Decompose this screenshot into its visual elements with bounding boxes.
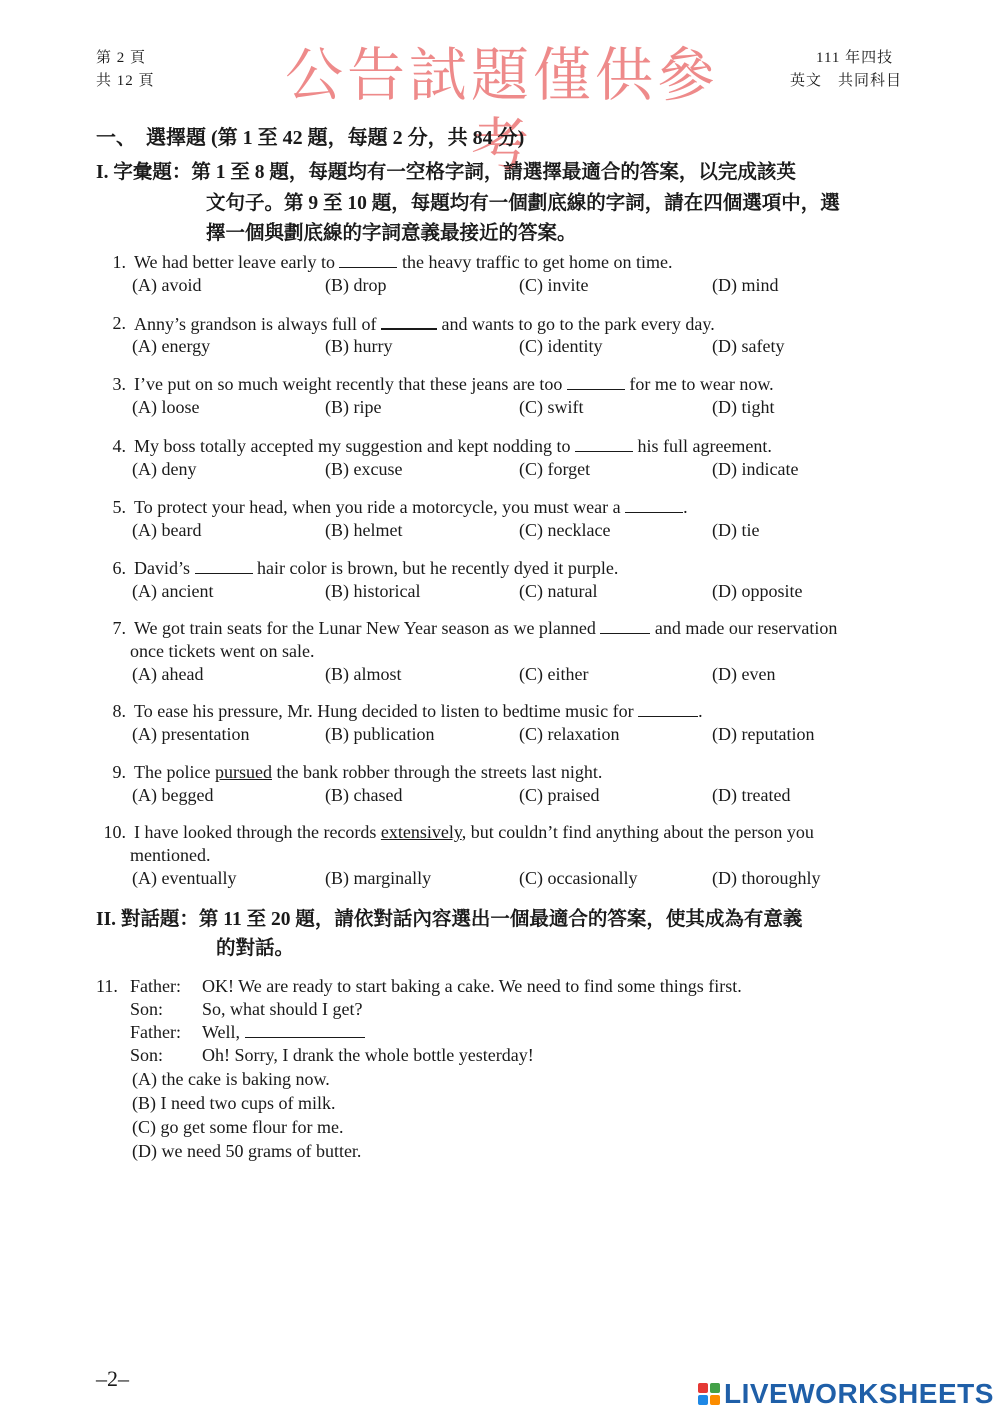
option-b[interactable]: (B) hurry	[325, 336, 393, 356]
dialogue-line: OK! We are ready to start baking a cake. We need to find some things first.	[202, 976, 742, 996]
option-a[interactable]: (A) ancient	[132, 581, 214, 601]
answer-blank	[381, 312, 437, 330]
total-pages: 共 12 頁	[96, 73, 155, 89]
reference-stamp: 公告試題僅供參考	[284, 41, 719, 179]
option-b[interactable]: (B) publication	[325, 724, 435, 744]
option-d[interactable]: (D) thoroughly	[712, 868, 821, 888]
option-c[interactable]: (C) swift	[519, 397, 584, 417]
option-c[interactable]: (C) relaxation	[519, 724, 620, 744]
part2-instructions-line2: 的對話。	[216, 938, 295, 959]
question-5: 5. To protect your head, when you ride a motorcycle, you must wear a . (A) beard (B) helmet (C) necklace (D) tie	[96, 496, 916, 546]
option-d[interactable]: (D) indicate	[712, 459, 799, 479]
option-c[interactable]: (C) invite	[519, 275, 589, 295]
answer-blank	[575, 435, 633, 452]
option-b[interactable]: (B) drop	[325, 275, 387, 295]
speaker-father: Father:	[130, 1022, 181, 1042]
option-a[interactable]: (A) deny	[132, 459, 197, 479]
answer-blank	[195, 557, 253, 574]
page-number: 第 2 頁	[96, 50, 147, 66]
option-d[interactable]: (D) treated	[712, 785, 791, 805]
option-b[interactable]: (B) excuse	[325, 459, 403, 479]
option-c[interactable]: (C) forget	[519, 459, 591, 479]
option-a[interactable]: (A) the cake is baking now.	[132, 1069, 330, 1089]
underlined-word: pursued	[214, 762, 272, 782]
answer-blank	[245, 1021, 365, 1038]
option-d[interactable]: (D) opposite	[712, 581, 803, 601]
option-d[interactable]: (D) we need 50 grams of butter.	[132, 1141, 362, 1161]
option-a[interactable]: (A) eventually	[132, 868, 237, 888]
question-1: 1. We had better leave early to the heavy traffic to get home on time. (A) avoid (B) drop (C) invite (D) mind	[96, 251, 916, 301]
question-4: 4. My boss totally accepted my suggestion and kept nodding to his full agreement. (A) deny (B) excuse (C) forget (D) indicate	[96, 435, 916, 485]
question-8: 8. To ease his pressure, Mr. Hung decided to listen to bedtime music for . (A) presentation (B) publication (C) relaxation (D) reputation	[96, 700, 916, 750]
option-c[interactable]: (C) occasionally	[519, 868, 638, 888]
question-2: 2. Anny’s grandson is always full of and wants to go to the park every day. (A) energy (B) hurry (C) identity (D) safety	[96, 312, 916, 362]
part2-instructions-line1: II. 對話題：第 11 至 20 題，請依對話內容選出一個最適合的答案，使其成為有意義	[96, 909, 803, 930]
question-continuation: once tickets went on sale.	[130, 641, 315, 661]
part1-instructions-line2: 文句子。第 9 至 10 題，每題均有一個劃底線的字詞，請在四個選項中，選	[206, 193, 840, 214]
option-b[interactable]: (B) ripe	[325, 397, 382, 417]
option-a[interactable]: (A) loose	[132, 397, 200, 417]
option-d[interactable]: (D) tie	[712, 520, 760, 540]
section-title: 一、 選擇題 (第 1 至 42 題，每題 2 分，共 84 分)	[96, 127, 525, 149]
option-a[interactable]: (A) avoid	[132, 275, 202, 295]
question-6: 6. David’s hair color is brown, but he recently dyed it purple. (A) ancient (B) historical (C) natural (D) opposite	[96, 557, 916, 607]
part1-instructions-line3: 擇一個與劃底線的字詞意義最接近的答案。	[206, 223, 577, 244]
speaker-father: Father:	[130, 976, 181, 996]
option-a[interactable]: (A) beard	[132, 520, 202, 540]
dialogue-line: Oh! Sorry, I drank the whole bottle yesterday!	[202, 1045, 534, 1065]
option-b[interactable]: (B) I need two cups of milk.	[132, 1093, 336, 1113]
option-c[interactable]: (C) either	[519, 664, 589, 684]
logo-grid-icon	[698, 1383, 720, 1405]
option-b[interactable]: (B) helmet	[325, 520, 403, 540]
option-c[interactable]: (C) identity	[519, 336, 603, 356]
option-b[interactable]: (B) marginally	[325, 868, 432, 888]
answer-blank	[600, 617, 650, 634]
question-9: 9. The police pursued the bank robber through the streets last night. (A) begged (B) chased (C) praised (D) treated	[96, 761, 916, 811]
dialogue-line: Well,	[202, 1021, 365, 1045]
option-a[interactable]: (A) energy	[132, 336, 211, 356]
part1-instructions-line1: I. 字彙題：第 1 至 8 題，每題均有一空格字詞，請選擇最適合的答案，以完成該英	[96, 162, 796, 183]
speaker-son: Son:	[130, 999, 164, 1019]
logo-text: LIVEWORKSHEETS	[724, 1378, 994, 1409]
exam-year: 111 年四技	[816, 50, 894, 66]
answer-blank	[625, 496, 683, 513]
option-b[interactable]: (B) chased	[325, 785, 403, 805]
question-number: 11.	[96, 976, 118, 996]
option-d[interactable]: (D) reputation	[712, 724, 815, 744]
answer-blank	[339, 251, 397, 268]
option-d[interactable]: (D) even	[712, 664, 776, 684]
page-footer-number: –2–	[96, 1366, 129, 1391]
question-7: 7. We got train seats for the Lunar New Year season as we planned and made our reservation once tickets went on sale. (A) ahead (B) almost (C) either (D) even	[96, 617, 916, 691]
option-c[interactable]: (C) go get some flour for me.	[132, 1117, 344, 1137]
option-d[interactable]: (D) mind	[712, 275, 779, 295]
option-d[interactable]: (D) tight	[712, 397, 775, 417]
option-d[interactable]: (D) safety	[712, 336, 785, 356]
option-a[interactable]: (A) presentation	[132, 724, 250, 744]
option-b[interactable]: (B) almost	[325, 664, 402, 684]
question-10: 10. I have looked through the records extensively, but couldn’t find anything about the person you mentioned. (A) eventually (B) marginally (C) occasionally (D) thoroughly	[96, 821, 916, 895]
question-3: 3. I’ve put on so much weight recently that these jeans are too for me to wear now. (A) loose (B) ripe (C) swift (D) tight	[96, 373, 916, 423]
answer-blank	[567, 373, 625, 390]
option-a[interactable]: (A) ahead	[132, 664, 204, 684]
question-continuation: mentioned.	[130, 845, 211, 865]
option-a[interactable]: (A) begged	[132, 785, 214, 805]
answer-blank	[638, 700, 698, 717]
option-b[interactable]: (B) historical	[325, 581, 421, 601]
option-c[interactable]: (C) necklace	[519, 520, 611, 540]
underlined-word: extensively	[380, 822, 462, 842]
exam-subject: 英文 共同科目	[790, 73, 903, 89]
liveworksheets-logo[interactable]	[698, 1378, 994, 1410]
speaker-son: Son:	[130, 1045, 164, 1065]
option-c[interactable]: (C) praised	[519, 785, 600, 805]
dialogue-line: So, what should I get?	[202, 999, 363, 1019]
option-c[interactable]: (C) natural	[519, 581, 598, 601]
